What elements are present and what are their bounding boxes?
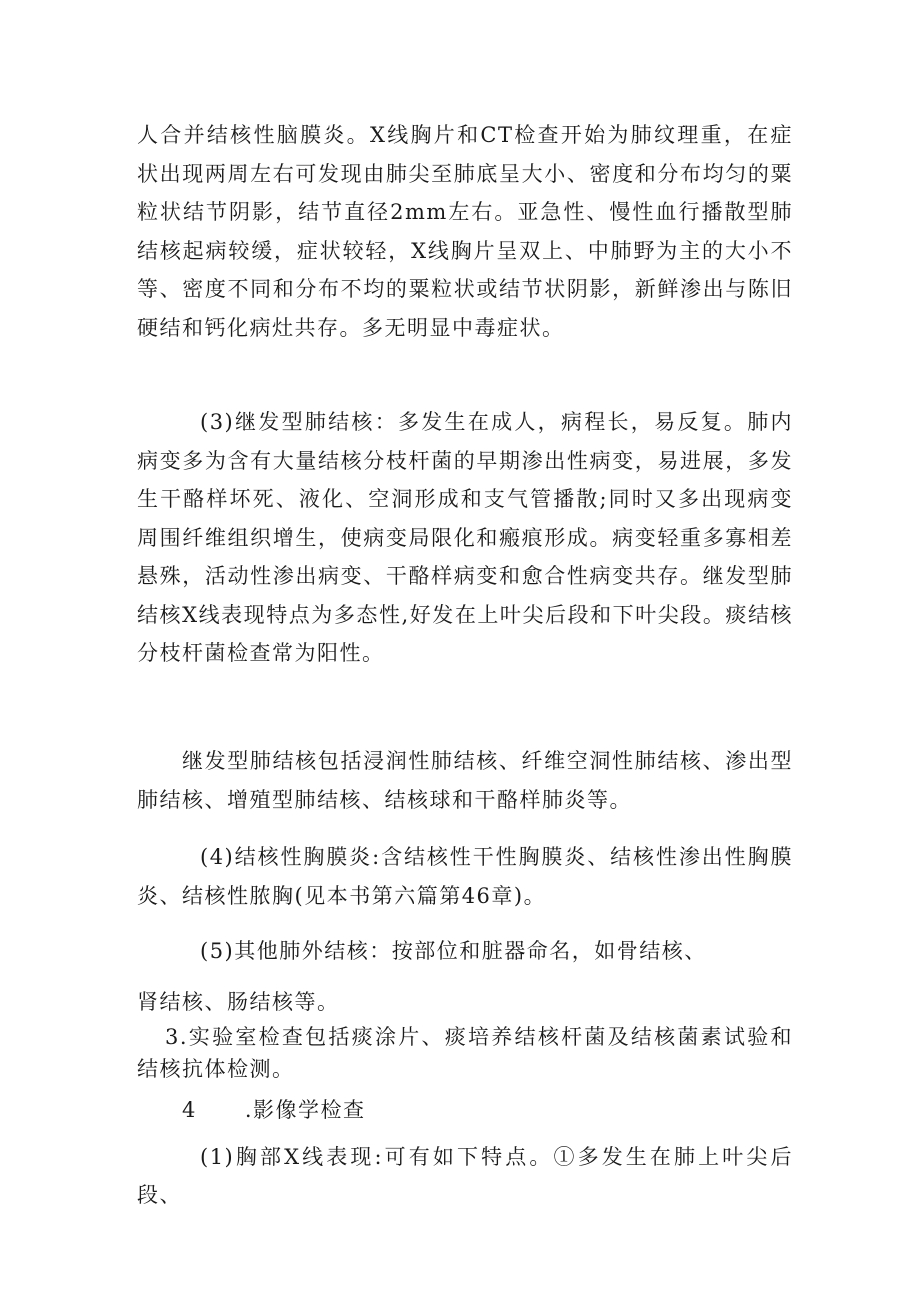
paragraph-lab-tests: 3.实验室检查包括痰涂片、痰培养结核杆菌及结核菌素试验和结核抗体检测。 bbox=[137, 1025, 793, 1081]
paragraph-miliary-tb: 人合并结核性脑膜炎。X线胸片和CT检查开始为肺纹理重，在症状出现两周左右可发现由肺尖至肺底呈大小、密度和分布均匀的粟粒状结节阴影，结节直径2mm左右。亚急性、慢性血行播散型肺结核起病较缓，症状较轻，X线胸片呈双上、中肺野为主的大小不等、密度不同和分布不均的粟粒状或结节状阴影，新鲜渗出与陈旧硬结和钙化病灶共存。多无明显中毒症状。 bbox=[137, 123, 793, 340]
paragraph-extrapulmonary-tb: (5)其他肺外结核：按部位和脏器命名，如骨结核、 bbox=[200, 939, 707, 963]
paragraph-extrapulmonary-tb-cont: 肾结核、肠结核等。 bbox=[137, 990, 340, 1014]
paragraph-tb-pleurisy: (4)结核性胸膜炎:含结核性干性胸膜炎、结核性渗出性胸膜炎、结核性脓胸(见本书第六篇第46章)。 bbox=[137, 845, 793, 908]
paragraph-chest-xray: (1)胸部X线表现:可有如下特点。①多发生在肺上叶尖后段、 bbox=[137, 1145, 793, 1207]
heading-title: .影像学检查 bbox=[244, 1098, 366, 1122]
section-heading-imaging bbox=[137, 1091, 793, 1129]
paragraph-secondary-tb: (3)继发型肺结核：多发生在成人，病程长，易反复。肺内病变多为含有大量结核分枝杆菌的早期渗出性病变，易进展，多发生干酪样坏死、液化、空洞形成和支气管播散;同时又多出现病变周围纤维组织增生，使病变局限化和瘢痕形成。病变轻重多寡相差悬殊，活动性渗出病变、干酪样病变和愈合性病变共存。继发型肺结核X线表现特点为多态性,好发在上叶尖后段和下叶尖段。痰结核分枝杆菌检查常为阳性。 bbox=[137, 410, 793, 665]
heading-number: 4 bbox=[182, 1098, 197, 1122]
paragraph-secondary-tb-types: 继发型肺结核包括浸润性肺结核、纤维空洞性肺结核、渗出型肺结核、增殖型肺结核、结核球和干酪样肺炎等。 bbox=[137, 749, 793, 812]
